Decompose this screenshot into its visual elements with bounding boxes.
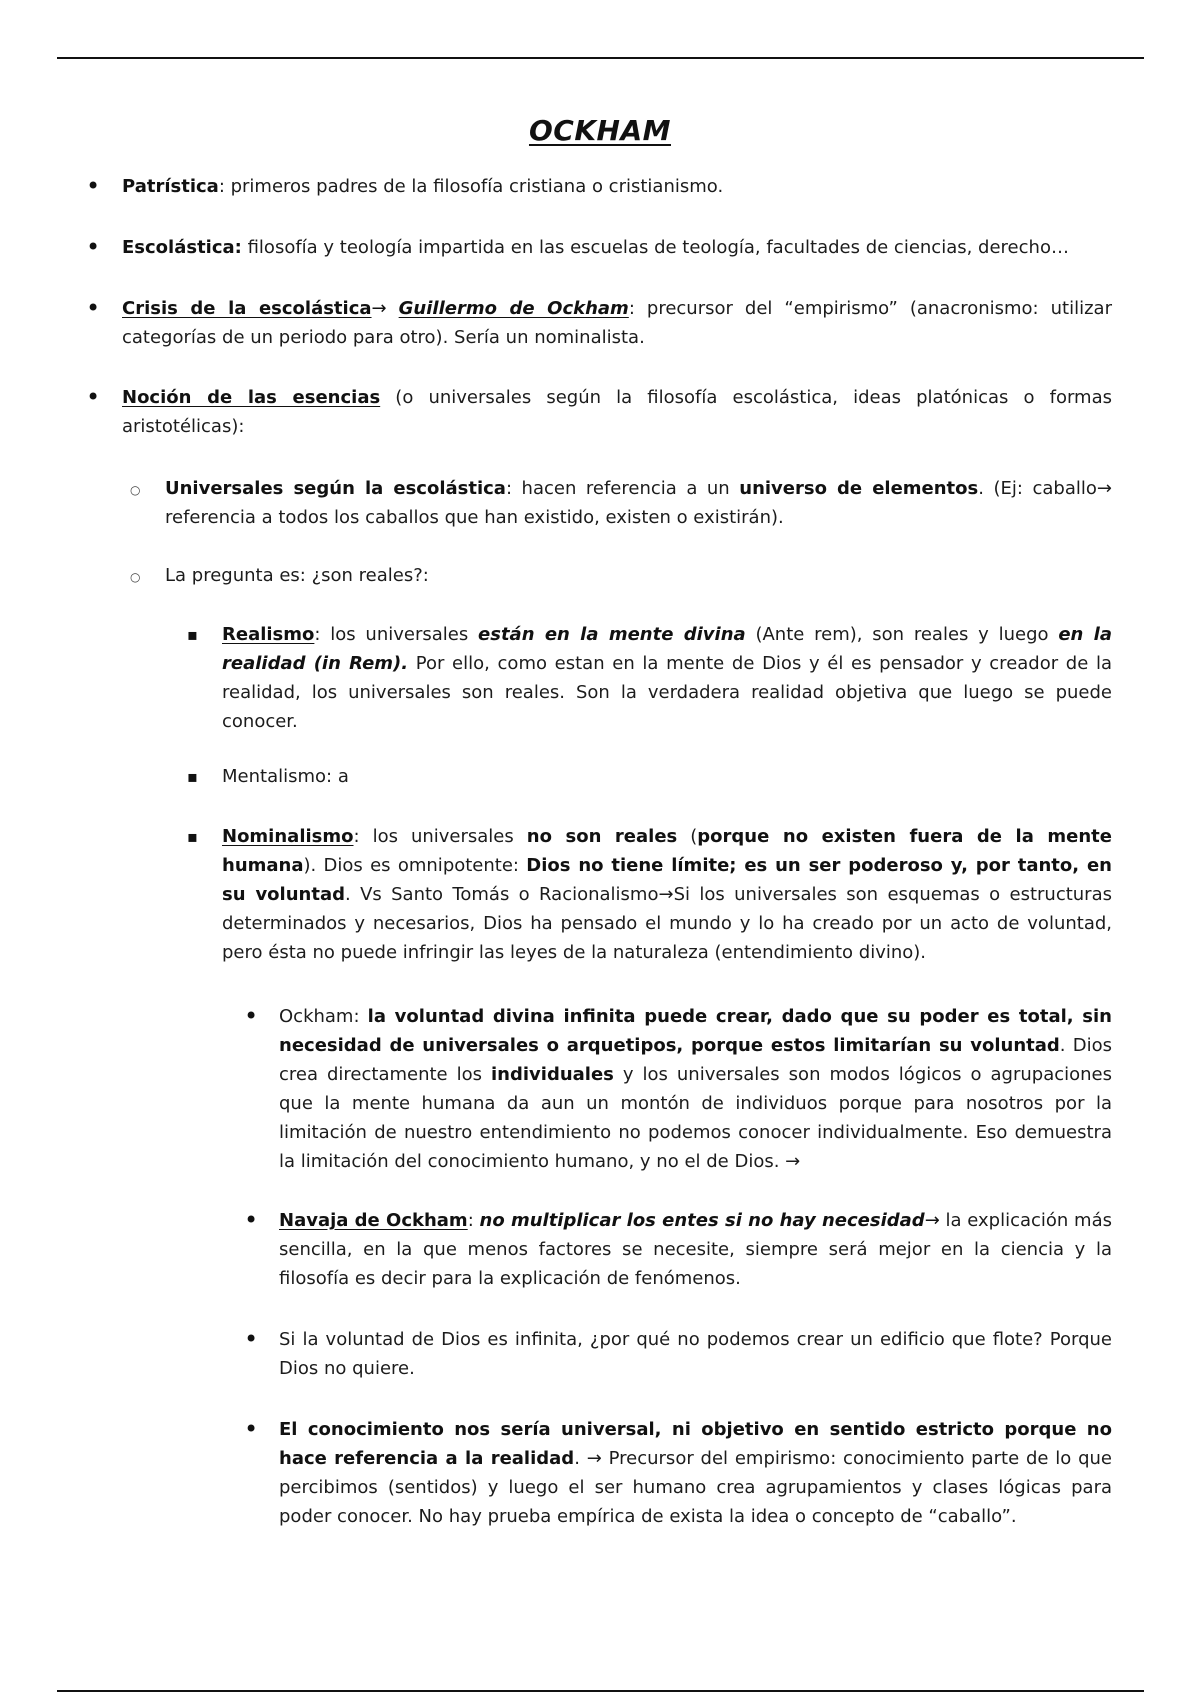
list-item-mentalismo: Mentalismo: a (222, 766, 349, 787)
list-item-conocimiento: El conocimiento nos sería universal, ni objetivo en sentido estricto porque no hace referencia a la realidad. → Precursor del empirismo: conocimiento parte de lo que percibimos (sentidos) y luego el ser humano crea agrupamientos y clases lógicas para poder conocer. No hay prueba empírica de exista la idea o concepto de “caballo”. (279, 1419, 1112, 1527)
bullet-marker (244, 1325, 258, 1356)
bullet-marker (86, 383, 100, 414)
term-crisis: Crisis de la escolástica (122, 298, 372, 319)
name-ockham: Guillermo de Ockham (398, 298, 629, 319)
square-bullet-marker (187, 762, 198, 791)
term-nocion: Noción de las esencias (122, 387, 381, 408)
bullet-marker (244, 1206, 258, 1237)
list-item-ockham: Ockham: la voluntad divina infinita puede crear, dado que su poder es total, sin necesidad de universales o arquetipos, porque estos limitarían su voluntad. Dios crea directamente los individuales y los universales son modos lógicos o agrupaciones que la mente humana da aun un montón de individuos porque para nosotros por la limitación de nuestro entendimiento no podemos conocer individualmente. Eso demuestra la limitación del conocimiento humano, y no el de Dios. → (279, 1006, 1112, 1172)
arrow-icon: → (658, 884, 674, 905)
term-navaja: Navaja de Ockham (279, 1210, 468, 1231)
bullet-marker (244, 1002, 258, 1033)
arrow-icon: → (586, 1448, 602, 1469)
bullet-marker (244, 1415, 258, 1446)
term-escolastica: Escolástica: (122, 237, 242, 258)
square-bullet-marker (187, 620, 198, 649)
arrow-icon: → (371, 298, 387, 319)
bullet-marker (86, 172, 100, 203)
list-item-pregunta: La pregunta es: ¿son reales?: (165, 565, 429, 586)
bullet-marker (86, 294, 100, 325)
list-item-escolastica: Escolástica: filosofía y teología impartida en las escuelas de teología, facultades de ciencias, derecho… (122, 237, 1069, 258)
list-item-crisis: Crisis de la escolástica→ Guillermo de Ockham: precursor del “empirismo” (anacronismo: utilizar categorías de un periodo para otro). Sería un nominalista. (122, 298, 1112, 348)
arrow-icon: → (924, 1210, 940, 1231)
list-item-nocion: Noción de las esencias (o universales según la filosofía escolástica, ideas platónicas o formas aristotélicas): (122, 387, 1112, 437)
circle-bullet-marker (130, 561, 140, 592)
arrow-icon: → (1096, 478, 1112, 499)
arrow-icon: → (785, 1151, 801, 1172)
bullet-marker (86, 233, 100, 264)
term-realismo: Realismo (222, 624, 315, 645)
list-item-nominalismo: Nominalismo: los universales no son reales (porque no existen fuera de la mente humana). Dios es omnipotente: Dios no tiene límite; es un ser poderoso y, por tanto, en su voluntad. Vs Santo Tomás o Racionalismo→Si los universales son esquemas o estructuras determinados y necesarios, Dios ha pensado el mundo y lo ha creado por un acto de voluntad, pero ésta no puede infringir las leyes de la naturaleza (entendimiento divino). (222, 826, 1112, 963)
list-item-navaja: Navaja de Ockham: no multiplicar los entes si no hay necesidad→ la explicación más sencilla, en la que menos factores se necesite, siempre será mejor en la ciencia y la filosofía es decir para la explicación de fenómenos. (279, 1210, 1113, 1289)
square-bullet-marker (187, 822, 198, 851)
bottom-rule (57, 1690, 1144, 1692)
list-item-universales: Universales según la escolástica: hacen referencia a un universo de elementos. (Ej: caballo→ referencia a todos los caballos que han existido, existen o existirán). (165, 478, 1112, 528)
list-item-voluntad: Si la voluntad de Dios es infinita, ¿por qué no podemos crear un edificio que flote? Porque Dios no quiere. (279, 1329, 1112, 1379)
term-universales: Universales según la escolástica (165, 478, 506, 499)
top-rule (57, 57, 1144, 59)
page-title: OCKHAM (528, 114, 671, 147)
term-nominalismo: Nominalismo (222, 826, 354, 847)
list-item-realismo: Realismo: los universales están en la mente divina (Ante rem), son reales y luego en la realidad (in Rem). Por ello, como estan en la mente de Dios y él es pensador y creador de la realidad, los universales son reales. Son la verdadera realidad objetiva que luego se puede conocer. (222, 624, 1112, 732)
list-item-patristica: Patrística: primeros padres de la filosofía cristiana o cristianismo. (122, 176, 724, 197)
circle-bullet-marker (130, 474, 140, 505)
term-patristica: Patrística (122, 176, 219, 197)
